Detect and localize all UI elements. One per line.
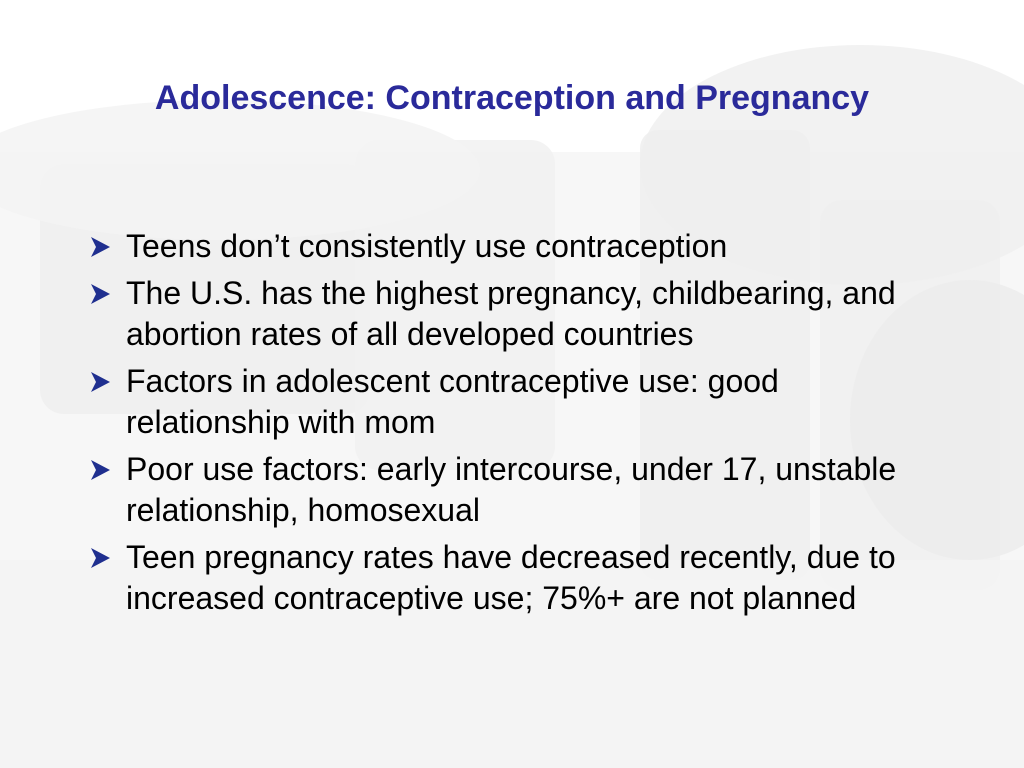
arrow-bullet-icon (88, 544, 116, 572)
bullet-list (88, 226, 948, 625)
arrow-bullet-icon (88, 280, 116, 308)
bullet-text: Poor use factors: early intercourse, under 17, unstable relationship, homosexual (126, 451, 897, 528)
bullet-item (88, 361, 948, 443)
bullet-item (88, 226, 948, 267)
bullet-item (88, 449, 948, 531)
arrow-bullet-icon (88, 456, 116, 484)
bullet-text: Teens don’t consistently use contraception (126, 228, 728, 264)
bullet-item (88, 273, 948, 355)
bullet-text: Teen pregnancy rates have decreased recently, due to increased contraceptive use; 75%+ are not planned (126, 539, 896, 616)
arrow-bullet-icon (88, 233, 116, 261)
slide-title: Adolescence: Contraception and Pregnancy (154, 79, 870, 117)
bullet-text: The U.S. has the highest pregnancy, childbearing, and abortion rates of all developed countries (126, 275, 896, 352)
bullet-item (88, 537, 948, 619)
arrow-bullet-icon (88, 368, 116, 396)
bullet-text: Factors in adolescent contraceptive use: good relationship with mom (126, 363, 779, 440)
